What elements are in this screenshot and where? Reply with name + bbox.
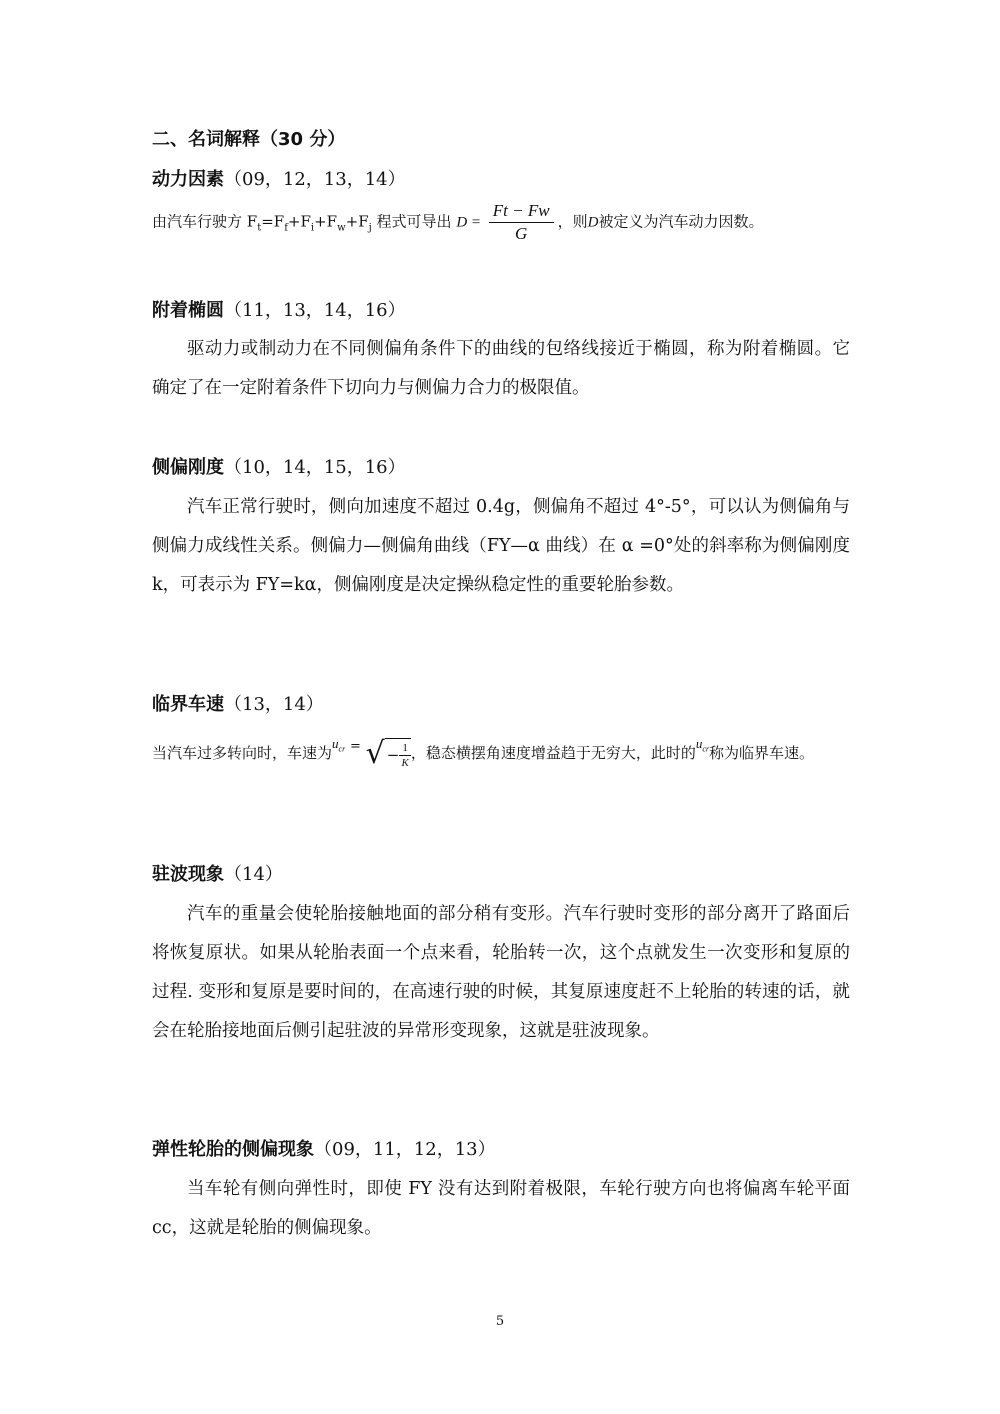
section-title: 二、名词解释（30 分）: [152, 129, 346, 150]
formula-D: D: [456, 214, 468, 231]
page-number: 5: [495, 1314, 505, 1329]
term-heading-cornering-stiffness: 侧偏刚度（10，14，15，16）: [152, 457, 406, 478]
term-body-critical-speed: 当汽车过多转向时，车速为$u_{cr}$ = √ − $\frac{1}{K}$ ，稳态横摆角速度增益趋于无穷大，此时的$u_{cr}$称为临界车速。: [152, 736, 815, 772]
term-heading-dynamic-factor: 动力因素（09，12，13，14）: [152, 169, 406, 190]
formula-fraction: $\frac{Ft - Fw}{G}$: [489, 200, 554, 245]
formula-sqrt: √ − $\frac{1}{K}$: [366, 737, 411, 771]
term-body-standing-wave: 汽车的重量会使轮胎接触地面的部分稍有变形。汽车行驶时变形的部分离开了路面后将恢复原状。如果从轮胎表面一个点来看，轮胎转一次，这个点就发生一次变形和复原的过程. 变形和复原是要时间的，在高速行驶的时候，其复原速度赶不上轮胎的转速的话，就会在轮胎接地面后侧引起驻波的异常形变现象，这就是驻波现象。: [152, 904, 850, 1041]
term-heading-standing-wave: 驻波现象（14）: [152, 864, 283, 885]
term-body-adhesion-ellipse: 驱动力或制动力在不同侧偏角条件下的曲线的包络线接近于椭圆，称为附着椭圆。它确定了在一定附着条件下切向力与侧偏力合力的极限值。: [152, 339, 850, 398]
term-body-cornering-stiffness: 汽车正常行驶时，侧向加速度不超过 0.4g，侧偏角不超过 4°-5°，可以认为侧偏角与侧偏力成线性关系。侧偏力—侧偏角曲线（FY—α 曲线）在 α =0°处的斜率称为侧偏刚度 k，可表示为 FY=kα，侧偏刚度是决定操纵稳定性的重要轮胎参数。: [152, 497, 850, 595]
term-heading-adhesion-ellipse: 附着椭圆（11，13，14，16）: [152, 300, 406, 321]
term-heading-critical-speed: 临界车速（13，14）: [152, 694, 324, 715]
term-heading-tire-slip: 弹性轮胎的侧偏现象（09，11，12，13）: [152, 1139, 496, 1160]
term-body-tire-slip: 当车轮有侧向弹性时，即使 FY 没有达到附着极限，车轮行驶方向也将偏离车轮平面 cc，这就是轮胎的侧偏现象。: [152, 1179, 850, 1238]
term-body-dynamic-factor: 由汽车行驶方 $F_t=F_f+F_i+F_w+F_j$ 程式可导出 D = $\frac{Ft - Fw}{G}$ ，则D被定义为汽车动力因数。: [152, 201, 764, 243]
